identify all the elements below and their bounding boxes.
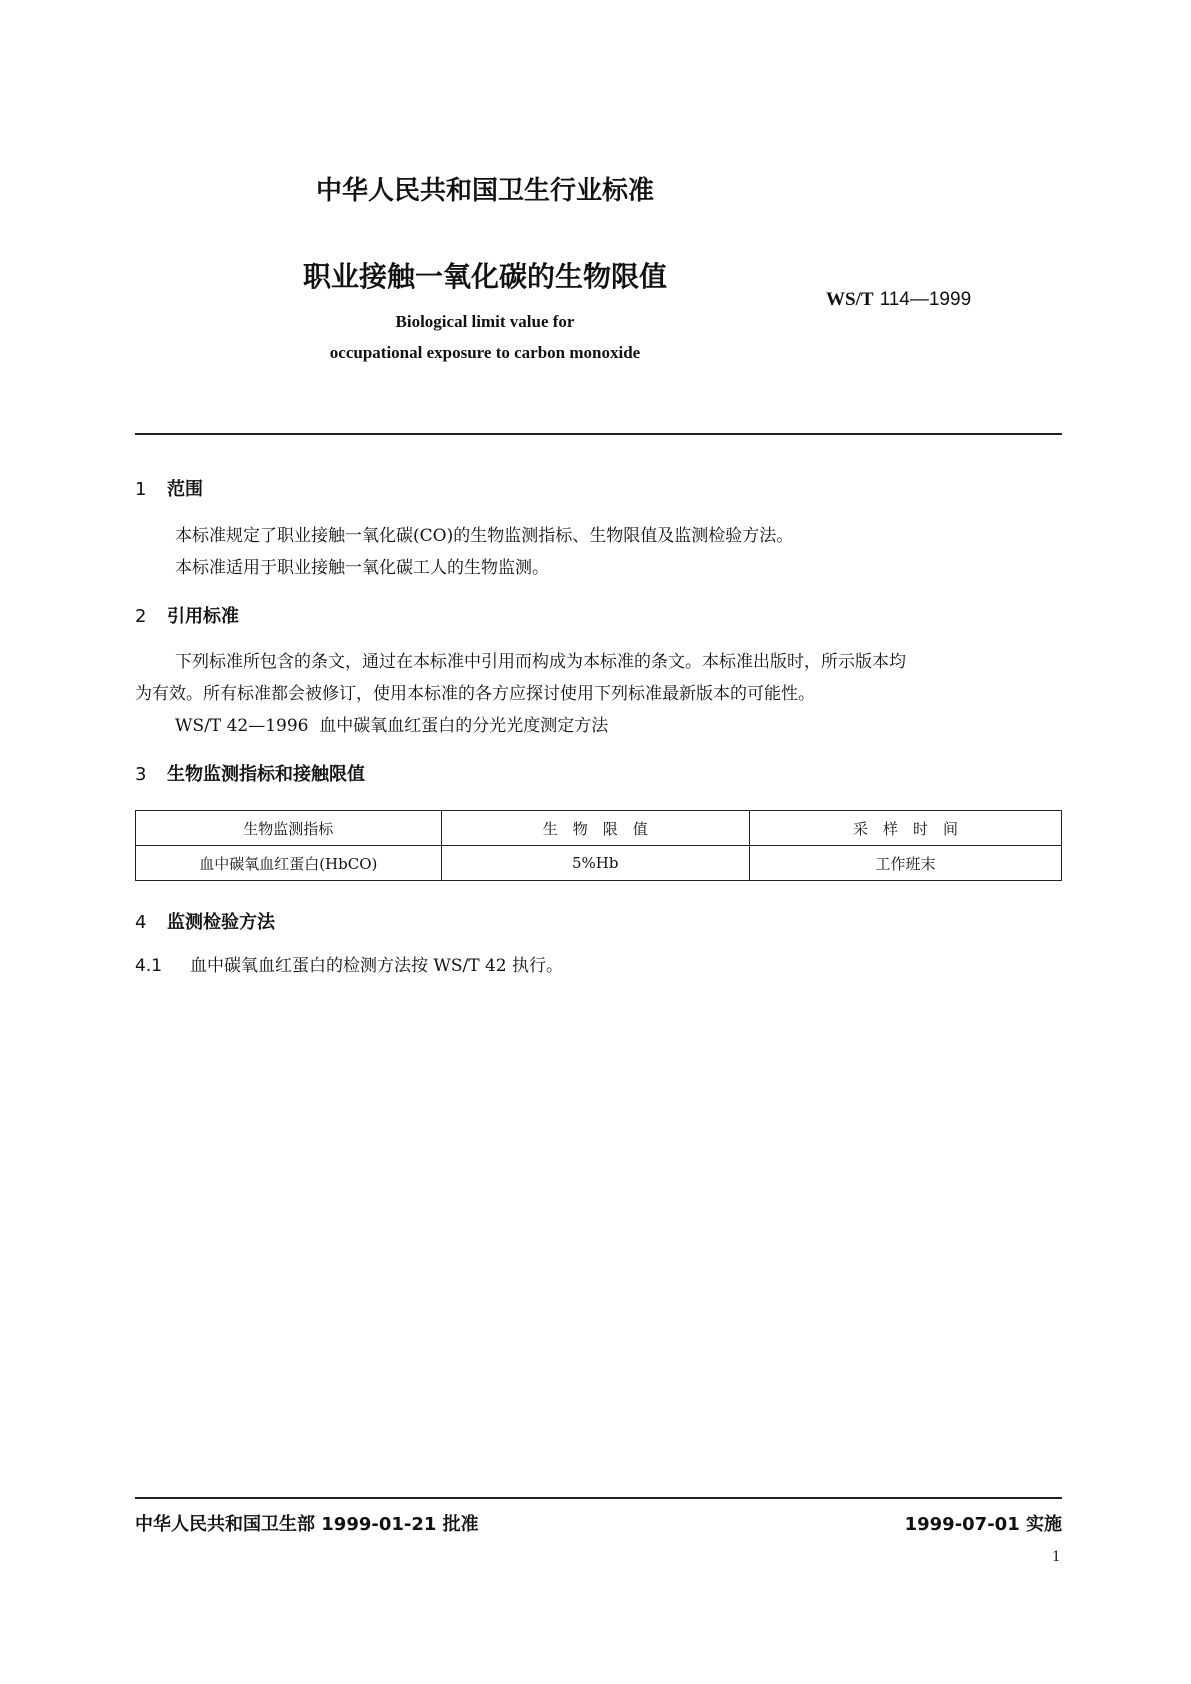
page-number: 1: [1052, 1548, 1060, 1565]
document-title-en-line1: Biological limit value for: [395, 312, 575, 331]
standard-code-number: 114—1999: [879, 289, 972, 310]
section-title: 监测检验方法: [167, 912, 275, 933]
table-header-cell: 生物监测指标: [136, 811, 442, 846]
section-number: 2: [135, 606, 147, 627]
referenced-standard: [175, 710, 608, 742]
section-2-heading: [135, 602, 239, 628]
table-cell: 5%Hb: [441, 846, 749, 881]
subsection-text: 血中碳氧血红蛋白的检测方法按 WS/T 42 执行。: [190, 956, 564, 976]
document-title-en-line2: occupational exposure to carbon monoxide: [329, 343, 641, 362]
section-4-1: [135, 950, 563, 982]
table-row: [136, 846, 1062, 881]
section-number: 4: [135, 912, 147, 933]
section-1-paragraph-1: 本标准规定了职业接触一氧化碳(CO)的生物监测指标、生物限值及监测检验方法。: [175, 526, 794, 546]
section-4-heading: [135, 908, 275, 934]
document-title-cn: 职业接触一氧化碳的生物限值: [302, 260, 667, 293]
section-title: 生物监测指标和接触限值: [167, 764, 365, 785]
table-cell: 工作班末: [749, 846, 1061, 881]
section-title: 引用标准: [167, 606, 239, 627]
table-header-cell: 采 样 时 间: [749, 811, 1061, 846]
section-1-heading: [135, 475, 203, 501]
subsection-number: 4.1: [135, 956, 163, 976]
section-2-paragraph-line2: 为有效。所有标准都会被修订，使用本标准的各方应探讨使用下列标准最新版本的可能性。: [135, 684, 815, 704]
section-1-paragraph-2: 本标准适用于职业接触一氧化碳工人的生物监测。: [175, 558, 549, 578]
header-divider: [135, 433, 1062, 435]
table-header-row: [136, 811, 1062, 846]
implementation-line: 1999-07-01 实施: [904, 1514, 1062, 1535]
table-header-cell: 生 物 限 值: [441, 811, 749, 846]
standard-code-prefix: WS/T: [826, 289, 874, 310]
section-number: 3: [135, 764, 147, 785]
section-title: 范围: [167, 479, 203, 500]
biological-limit-table: [135, 810, 1062, 881]
referenced-standard-title: 血中碳氧血红蛋白的分光光度测定方法: [319, 716, 609, 736]
referenced-standard-code: WS/T 42—1996: [175, 716, 309, 736]
section-number: 1: [135, 479, 147, 500]
approval-line: 中华人民共和国卫生部 1999-01-21 批准: [135, 1514, 479, 1535]
footer-divider: [135, 1497, 1062, 1499]
section-3-heading: [135, 760, 365, 786]
standard-code: [826, 288, 971, 311]
section-2-paragraph-line1: 下列标准所包含的条文，通过在本标准中引用而构成为本标准的条文。本标准出版时，所示版本均: [175, 652, 906, 672]
standard-category: 中华人民共和国卫生行业标准: [315, 176, 654, 206]
table-cell: 血中碳氧血红蛋白(HbCO): [136, 846, 442, 881]
